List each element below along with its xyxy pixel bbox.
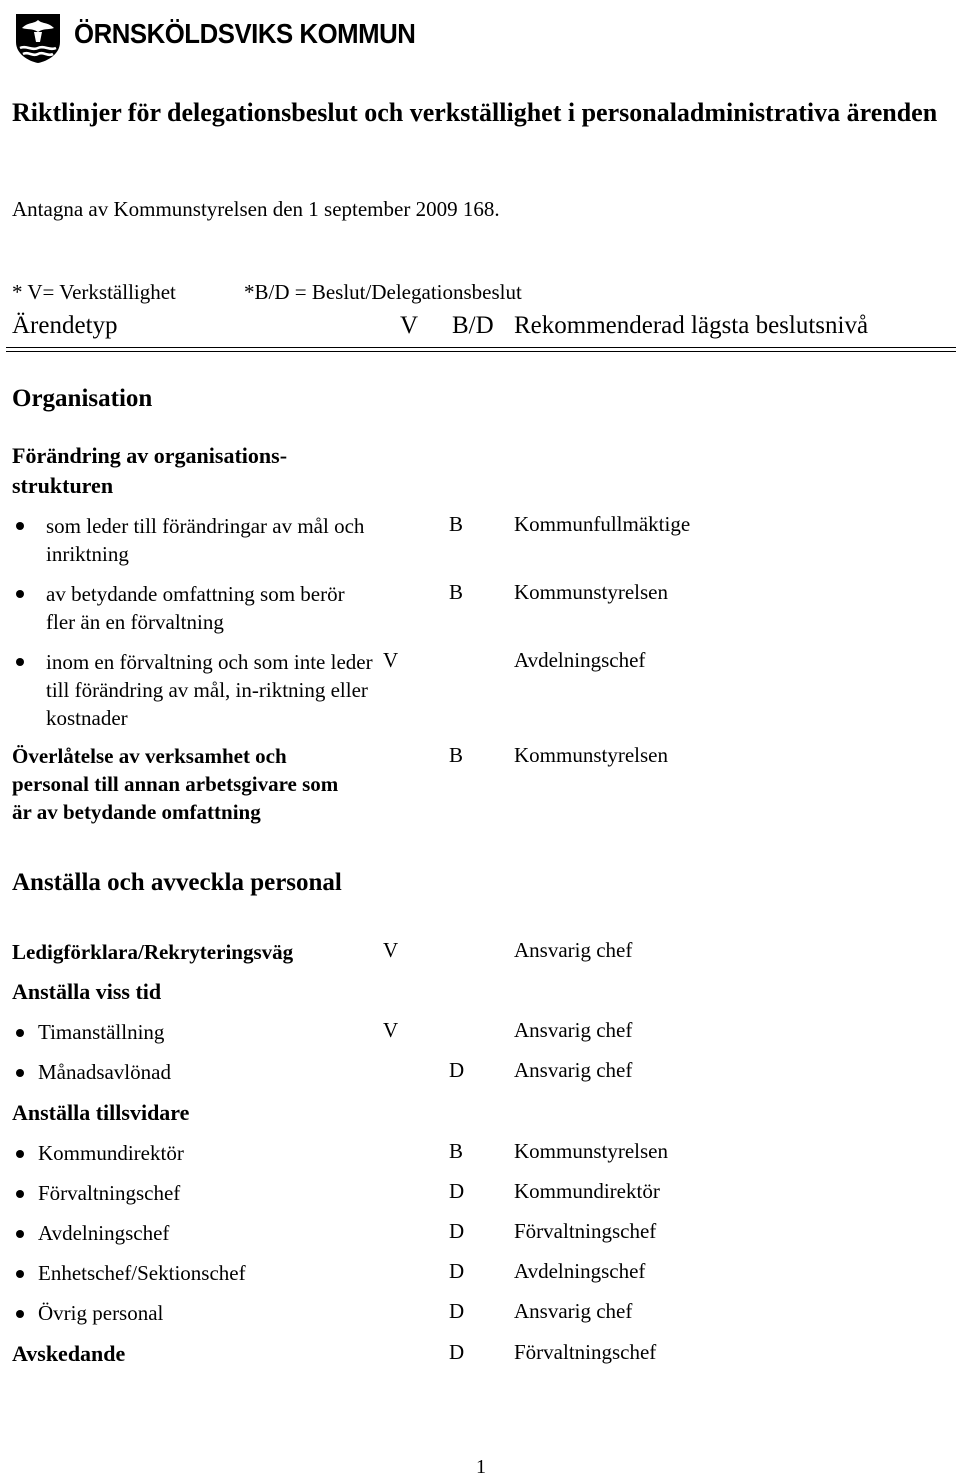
row-level: Ansvarig chef: [514, 1018, 633, 1042]
municipal-crest-icon: [12, 12, 64, 64]
row-level: Kommundirektör: [514, 1179, 660, 1203]
row-bd: D: [449, 1299, 465, 1323]
document-title: Riktlinjer för delegationsbeslut och verkställighet i personaladministrativa ärenden: [12, 98, 938, 127]
adoption-note: Antagna av Kommunstyrelsen den 1 september 2009 168.: [12, 197, 500, 221]
row-level: Ansvarig chef: [514, 1058, 633, 1082]
row-text: Enhetschef/Sektionschef: [38, 1261, 246, 1285]
bullet: [16, 1029, 24, 1037]
header-divider: [6, 347, 956, 348]
bullet: [16, 1150, 24, 1158]
row-bd: D: [449, 1179, 465, 1203]
row-bd: B: [449, 512, 464, 536]
legend-bd: *B/D = Beslut/Delegationsbeslut: [244, 280, 522, 304]
row-v: V: [383, 1018, 399, 1042]
row-text: av betydande omfattning som berör fler än en förvaltning: [46, 582, 345, 634]
logo-text: ÖRNSKÖLDSVIKS KOMMUN: [74, 18, 416, 49]
column-header-level: Rekommenderad lägsta beslutsnivå: [514, 312, 869, 339]
bullet: [16, 522, 24, 530]
row-text: Månadsavlönad: [38, 1060, 171, 1084]
dismissal-level: Förvaltningschef: [514, 1340, 657, 1364]
header-divider-2: [6, 351, 956, 352]
bullet: [16, 1310, 24, 1318]
row-v: V: [383, 648, 399, 672]
legend-v: * V= Verkställighet: [12, 280, 176, 304]
perm-heading: Anställa tillsvidare: [12, 1100, 190, 1125]
column-header-v: V: [400, 312, 419, 339]
row-bd: D: [449, 1259, 465, 1283]
row-level: Avdelningschef: [514, 1259, 646, 1283]
row-level: Förvaltningschef: [514, 1219, 657, 1243]
transfer-text: Överlåtelse av verksamhet och personal till annan arbetsgivare som är av betydande omfattning: [12, 744, 339, 824]
bullet: [16, 590, 24, 598]
row-level: Kommunstyrelsen: [514, 1139, 668, 1163]
row-text: Kommundirektör: [38, 1141, 184, 1165]
row-text: Avdelningschef: [38, 1221, 170, 1245]
row-text: som leder till förändringar av mål och inriktning: [46, 514, 365, 566]
vacancy-text: Ledigförklara/Rekryteringsväg: [12, 940, 294, 964]
section-organisation: Organisation: [12, 385, 153, 412]
row-text: Timanställning: [38, 1020, 165, 1044]
bullet: [16, 1069, 24, 1077]
row-text: inom en förvaltning och som inte leder till förändring av mål, in-riktning eller kostnader: [46, 650, 373, 730]
municipality-logo: [12, 12, 416, 64]
vacancy-v: V: [383, 938, 399, 962]
transfer-level: Kommunstyrelsen: [514, 743, 668, 767]
dismissal-bd: D: [449, 1340, 465, 1364]
dismissal-text: Avskedande: [12, 1341, 126, 1366]
bullet: [16, 1230, 24, 1238]
bullet: [16, 658, 24, 666]
page-number: 1: [476, 1456, 486, 1478]
row-text: Övrig personal: [38, 1301, 164, 1325]
column-header-bd: B/D: [452, 312, 494, 339]
row-level: Kommunstyrelsen: [514, 580, 668, 604]
bullet: [16, 1190, 24, 1198]
bullet: [16, 1270, 24, 1278]
vacancy-level: Ansvarig chef: [514, 938, 633, 962]
row-bd: D: [449, 1058, 465, 1082]
temp-heading: Anställa viss tid: [12, 979, 162, 1004]
row-bd: D: [449, 1219, 465, 1243]
section-staff: Anställa och avveckla personal: [12, 869, 342, 896]
row-bd: B: [449, 1139, 464, 1163]
row-text: Förvaltningschef: [38, 1181, 181, 1205]
column-header-type: Ärendetyp: [12, 312, 118, 339]
transfer-bd: B: [449, 743, 464, 767]
row-level: Avdelningschef: [514, 648, 646, 672]
row-level: Kommunfullmäktige: [514, 512, 691, 536]
subsection-structure: Förändring av organisations-strukturen: [12, 443, 288, 498]
row-level: Ansvarig chef: [514, 1299, 633, 1323]
row-bd: B: [449, 580, 464, 604]
